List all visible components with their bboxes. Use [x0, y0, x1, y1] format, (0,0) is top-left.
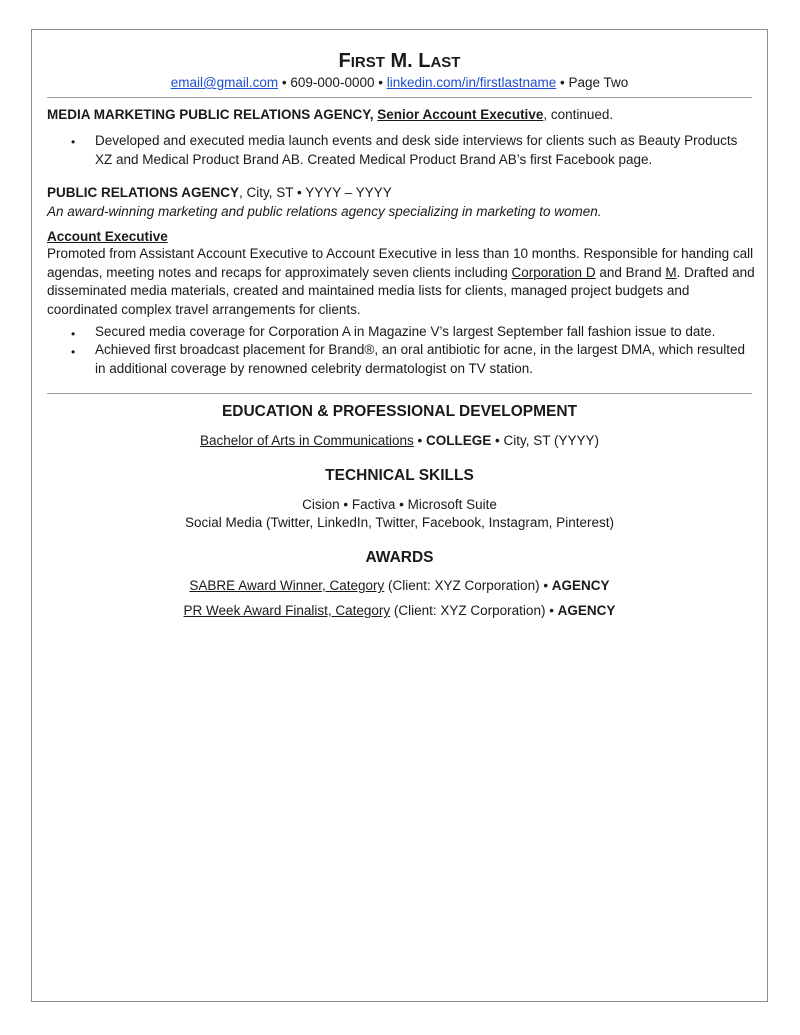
skills-line: Social Media (Twitter, LinkedIn, Twitter, Facebook, Instagram, Pinterest)	[185, 515, 614, 530]
job1-bullet: Developed and executed media launch events and desk side interviews for clients such as Beauty Products XZ and Medical Product Brand AB. Created Medical Product Brand AB’s first Facebook page.	[95, 133, 738, 167]
contact-line: email@gmail.com • 609-000-0000 • linkedin.com/in/firstlastname • Page Two	[170, 75, 629, 90]
bullet-marker: •	[71, 345, 76, 359]
awards-heading: AWARDS	[365, 549, 434, 566]
job2-title: Account Executive	[47, 229, 168, 244]
education-heading: EDUCATION & PROFESSIONAL DEVELOPMENT	[221, 403, 578, 420]
education-entry: Bachelor of Arts in Communications • COLLEGE • City, ST (YYYY)	[199, 433, 600, 448]
job2-bullet: Achieved first broadcast placement for Brand®, an oral antibiotic for acne, in the largest DMA, which resulted in additional coverage by renowned celebrity dermatologist on TV station.	[95, 342, 746, 376]
job2-summary: Promoted from Assistant Account Executive to Account Executive in less than 10 months. Responsible for handing call agendas, meeting notes and recaps for approximately seven clients including Corporation D and Brand M. Drafted and disseminated media materials, created and maintained media lists for clients, managed project budgets and coordinated complex travel arrangements for clients.	[47, 246, 755, 317]
job2-bullet: Secured media coverage for Corporation A in Magazine V’s largest September fall fashion issue to date.	[95, 324, 716, 339]
section-divider	[47, 393, 752, 394]
degree: Bachelor of Arts in Communications	[199, 433, 414, 448]
skills-line: Cision • Factiva • Microsoft Suite	[302, 497, 497, 512]
job1-title: Senior Account Executive	[377, 107, 544, 122]
email-link[interactable]: email@gmail.com	[170, 75, 279, 90]
job1-heading: MEDIA MARKETING PUBLIC RELATIONS AGENCY, Senior Account Executive, continued.	[47, 107, 614, 122]
header-divider	[47, 97, 752, 98]
skills-heading: TECHNICAL SKILLS	[325, 467, 474, 484]
award-item: SABRE Award Winner, Category (Client: XYZ Corporation) • AGENCY	[189, 578, 610, 593]
corporation-d-link: Corporation D	[511, 264, 596, 280]
linkedin-link[interactable]: linkedin.com/in/firstlastname	[386, 75, 557, 90]
resume-page	[31, 29, 768, 1002]
bullet-marker: •	[71, 135, 76, 149]
job2-description: An award-winning marketing and public relations agency specializing in marketing to women.	[47, 204, 602, 219]
job2-heading: PUBLIC RELATIONS AGENCY, City, ST • YYYY – YYYY	[47, 185, 392, 200]
brand-m-link: M	[665, 264, 677, 280]
bullet-marker: •	[71, 327, 76, 341]
candidate-name: FIRST M. LAST	[338, 50, 461, 72]
award-item: PR Week Award Finalist, Category (Client: XYZ Corporation) • AGENCY	[183, 603, 616, 618]
